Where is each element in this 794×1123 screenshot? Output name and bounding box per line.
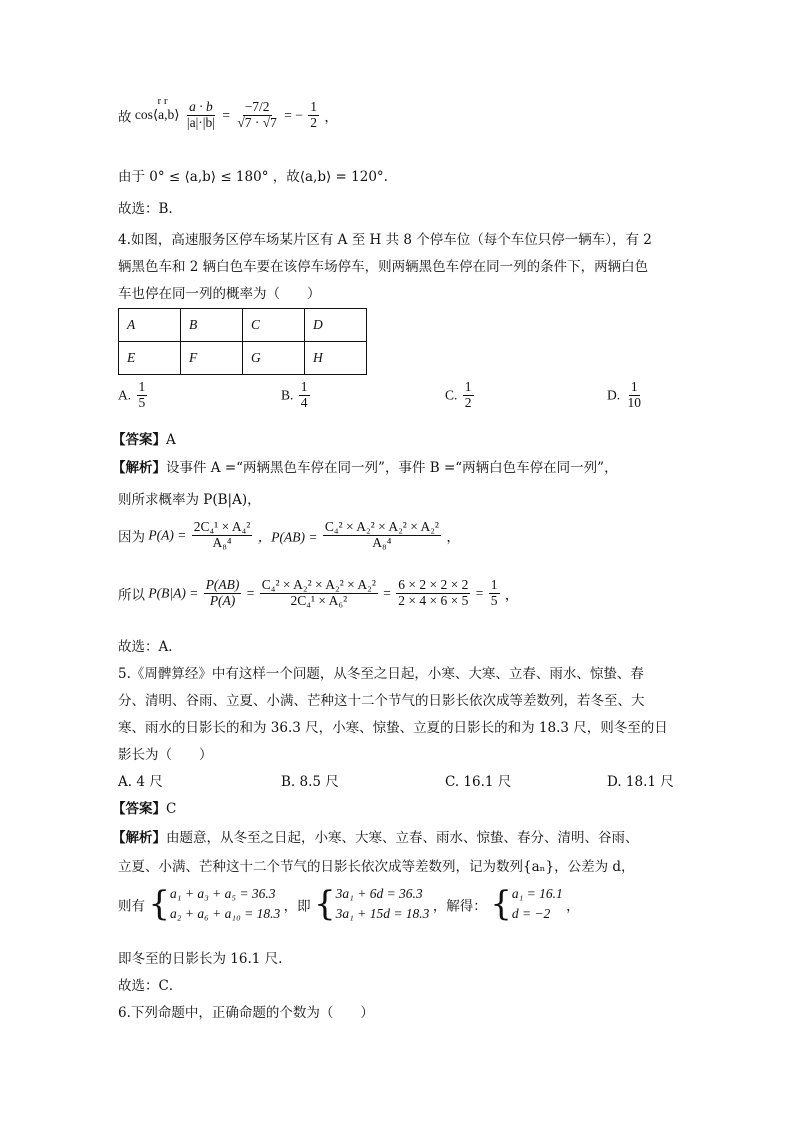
parking-space: E [119,342,181,375]
half-fraction: $\frac{1}{2}$ [310,99,318,130]
q4-probabilities-line: 因为 P(A) = $\frac{\text{2C₄¹ × A₄²}}{\text{A₈⁴}}$ ，P(AB) = $\frac{\text{C₄² × A₂² × A₂² × A₂²}}{\text{A₈⁴}}$ ， [118,519,460,550]
q5-analysis-line1: 【解析】由题意，从冬至之日起，小寒、大寒、立春、雨水、惊蛰、春分、清明、谷雨、 [112,830,639,846]
q5-stem-line2: 分、清明、谷雨、立夏、小满、芒种这十二个节气的日影长依次成等差数列，若冬至、大 [118,693,645,709]
parking-space: D [305,309,367,342]
cos-fraction: $\frac{a \cdot b}{|a|\cdot|b|}$ [186,99,215,130]
equation-system-3: { a₁ = 16.1 d = −2 [490,884,563,925]
q6-stem-line1: 6.下列命题中，正确命题的个数为（ ） [118,1005,374,1021]
angle-range-line: 由于 0° ≤ ⟨a,b⟩ ≤ 180° ，故⟨a,b⟩ = 120°. [118,169,388,185]
q5-analysis-line2: 立夏、小满、芒种这十二个节气的日影长依次成等差数列，记为数列{aₙ}，公差为 d， [118,859,635,875]
parking-space: C [243,309,305,342]
q4-option-c: C. $\frac{1}{2}$ [445,379,472,410]
parking-space: G [243,342,305,375]
q5-answer [112,797,176,817]
q5-final: 故选：C． [118,978,183,994]
q4-analysis-line2: 则所求概率为 P(B|A)， [118,492,261,508]
q4-conditional-line: 所以 P(B|A) = $\frac{P(AB)}{P(A)}$ = $\frac{\text{C₄² × A₂² × A₂² × A₂²}}{\text{2C₄¹ × A₆²}}$ = $\frac{6 \times 2 \times 2 \times 2}{2 \times 4 \times 6 \times 5}$ = $\frac{1}{5}$ ， [118,577,519,608]
parking-space: F [181,342,243,375]
parking-row [119,309,367,342]
q5-option-d: D. 18.1 尺 [607,774,674,790]
q5-option-a: A. 4 尺 [118,774,163,790]
q5-option-c: C. 16.1 尺 [445,774,512,790]
equation-system-1: { a₁ + a₃ + a₅ = 36.3 a₂ + a₆ + a₁₀ = 18.3 [148,884,281,925]
answer-tag: 【答案】 [112,801,166,817]
vector-arrows: r r [157,95,168,108]
answer-value: C [166,801,177,817]
analysis-tag: 【解析】 [112,830,166,846]
q5-stem-line1: 5.《周髀算经》中有这样一个问题，从冬至之日起，小寒、大寒、立春、雨水、惊蛰、春 [118,666,644,682]
parking-space: B [181,309,243,342]
answer-value: A [166,432,176,448]
q4-stem-line3: 车也停在同一列的概率为（ ） [118,286,321,302]
q5-stem-line3: 寒、雨水的日影长的和为 36.3 尺，小寒、惊蛰、立夏的日影长的和为 18.3 尺，则冬至的日 [118,720,668,736]
q4-analysis-line1: 【解析】设事件 A =“两辆黑色车停在同一列”，事件 B =“两辆白色车停在同一列”， [112,460,618,476]
q5-stem-line4: 影长为（ ） [118,747,213,763]
q4-option-a: A. $\frac{1}{5}$ [118,379,146,410]
q4-option-d: D. $\frac{1}{10}$ [607,379,641,410]
q5-conclusion: 即冬至的日影长为 16.1 尺. [118,951,283,967]
parking-row [119,342,367,375]
parking-grid [118,308,367,375]
q5-systems-line: 则有 { a₁ + a₃ + a₅ = 36.3 a₂ + a₆ + a₁₀ = 18.3 ，即 { 3a₁ + 6d = 36.3 3a₁ + 15d = 18.3 ，解得： { a₁ = 16.1 d = −2 ， [118,884,580,925]
analysis-tag: 【解析】 [112,460,166,476]
q4-final: 故选：A． [118,639,182,655]
q4-option-b: B. $\frac{1}{4}$ [281,379,308,410]
line-prefix: 故 [118,109,132,125]
answer-tag: 【答案】 [112,432,166,448]
q4-stem-line1: 4.如图，高速服务区停车场某片区有 A 至 H 共 8 个停车位（每个车位只停一辆车），有 2 [118,232,652,248]
parking-space: H [305,342,367,375]
cos-formula-line: 故 r r cos⟨a,b⟩ $\frac{a \cdot b}{|a|\cdot|b|}$ = $\frac{-7/2}{√7 \cdot √7}$ = − $\frac{1}{2}$ ， [118,95,338,130]
equation-system-2: { 3a₁ + 6d = 36.3 3a₁ + 15d = 18.3 [314,884,430,925]
sec3-answer: 故选：B. [118,201,173,217]
q5-option-b: B. 8.5 尺 [281,774,339,790]
q4-stem-line2: 辆黑色车和 2 辆白色车要在该停车场停车，则两辆黑色车停在同一列的条件下，两辆白色 [118,259,649,275]
cos-expression: r r cos⟨a,b⟩ [134,95,180,123]
cos-value-fraction: $\frac{-7/2}{√7 \cdot √7}$ [237,99,277,130]
q4-answer [112,428,176,448]
parking-space: A [119,309,181,342]
